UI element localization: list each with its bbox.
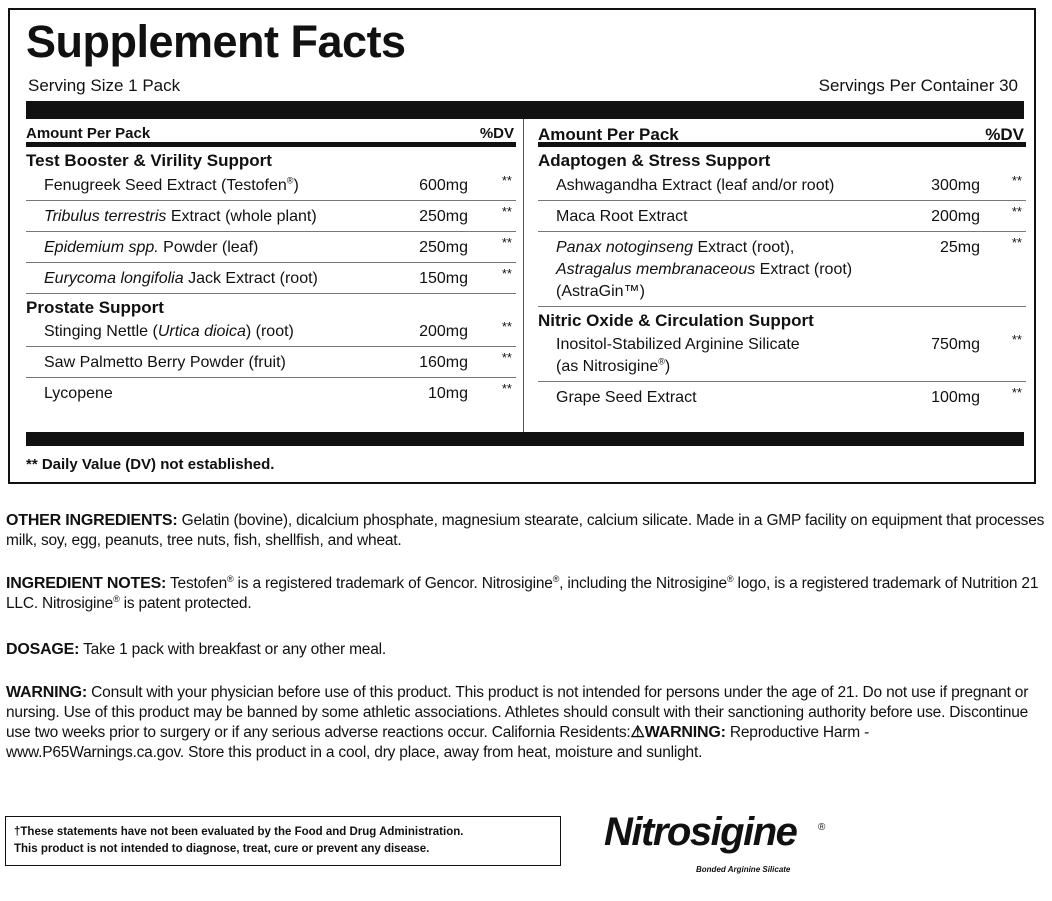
other-ingredients-text: Gelatin (bovine), dicalcium phosphate, magnesium stearate, calcium silicate. Made in a GMP facility on equipment that processes milk, soy, egg, peanuts, tree nuts, fish, shellfish, and wheat. bbox=[6, 512, 1045, 549]
ingredient-dv: ** bbox=[1011, 385, 1022, 400]
ingredient-amount: 100mg bbox=[931, 389, 980, 406]
left-column bbox=[26, 119, 516, 408]
ingredient-name: Maca Root Extract bbox=[556, 208, 688, 225]
group-title-test-booster: Test Booster & Virility Support bbox=[26, 151, 272, 170]
ingredient-dv: ** bbox=[501, 173, 512, 188]
disclaimer-line-2: This product is not intended to diagnose, treat, cure or prevent any disease. bbox=[14, 843, 430, 855]
ingredient-dv: ** bbox=[501, 350, 512, 365]
ingredient-name: Lycopene bbox=[44, 385, 113, 402]
ingredient-row-fenugreek bbox=[26, 170, 516, 201]
ingredient-dv: ** bbox=[501, 319, 512, 334]
ingredient-name: Eurycoma longifolia Jack Extract (root) bbox=[44, 270, 318, 287]
dv-footnote: ** Daily Value (DV) not established. bbox=[26, 456, 275, 473]
amount-per-pack-header: Amount Per Pack bbox=[538, 125, 679, 144]
dv-header: %DV bbox=[479, 125, 514, 142]
servings-per-container: Servings Per Container 30 bbox=[818, 76, 1018, 95]
right-column-header bbox=[538, 119, 1026, 147]
ingredient-amount: 150mg bbox=[419, 270, 468, 287]
disclaimer-line-1: †These statements have not been evaluated by the Food and Drug Administration. bbox=[14, 826, 464, 838]
group-title-adaptogen: Adaptogen & Stress Support bbox=[538, 151, 771, 170]
ingredient-amount: 250mg bbox=[419, 208, 468, 225]
ingredient-name: Stinging Nettle (Urtica dioica) (root) bbox=[44, 323, 294, 340]
ingredient-notes: INGREDIENT NOTES: Testofen® is a registered trademark of Gencor. Nitrosigine®, including the Nitrosigine® logo, is a registered trademark of Nutrition 21 LLC. Nitrosigine® is patent protected. bbox=[6, 573, 1039, 612]
dosage-text: Take 1 pack with breakfast or any other meal. bbox=[79, 641, 386, 658]
ingredient-row-inositol bbox=[538, 329, 1026, 382]
supplement-facts-panel bbox=[8, 8, 1036, 484]
ingredient-row-eurycoma bbox=[26, 263, 516, 293]
right-column bbox=[538, 119, 1026, 412]
ingredient-row-astragin bbox=[538, 232, 1026, 306]
dosage-label: DOSAGE: bbox=[6, 641, 80, 658]
left-column-header bbox=[26, 119, 516, 147]
warning-label: WARNING: bbox=[6, 684, 88, 701]
group-title-prostate: Prostate Support bbox=[26, 293, 516, 316]
other-ingredients bbox=[6, 511, 1046, 551]
other-ingredients-label: OTHER INGREDIENTS: bbox=[6, 512, 178, 529]
serving-size: Serving Size 1 Pack bbox=[28, 76, 181, 95]
ingredient-dv: ** bbox=[501, 266, 512, 281]
ingredient-row-tribulus bbox=[26, 201, 516, 232]
dv-header: %DV bbox=[985, 125, 1024, 144]
fda-disclaimer-box bbox=[5, 816, 561, 866]
bottom-divider-bar bbox=[26, 432, 1024, 446]
ingredient-amount: 250mg bbox=[419, 239, 468, 256]
warning: WARNING: Consult with your physician before use of this product. This product is not intended for persons under the age of 21. Do not use if pregnant or nursing. Use of this product may be banned by some athletic associations. Athletes should consult with their sanctioning authority before use. Discontinue use two weeks prior to surgery or if any serious adverse reactions occur. California Residents:⚠WARNING: Reproductive Harm - www.P65Warnings.ca.gov. Store this product in a cool, dry place, away from heat, moisture and sunlight. bbox=[6, 684, 1029, 761]
amount-per-pack-header: Amount Per Pack bbox=[26, 125, 151, 142]
ingredient-amount: 300mg bbox=[931, 177, 980, 194]
logo-tagline: Bonded Arginine Silicate bbox=[696, 865, 791, 874]
ingredient-dv: ** bbox=[501, 381, 512, 396]
ingredient-row-lycopene bbox=[26, 378, 516, 408]
facts-title: Supplement Facts bbox=[26, 16, 406, 67]
ingredient-dv: ** bbox=[1011, 204, 1022, 219]
ingredient-amount: 200mg bbox=[931, 208, 980, 225]
top-divider-bar bbox=[26, 101, 1024, 119]
ingredient-row-epimedium bbox=[26, 232, 516, 263]
ingredient-row-ashwagandha bbox=[538, 170, 1026, 201]
dosage bbox=[6, 640, 1046, 660]
group-title-nitric-oxide: Nitric Oxide & Circulation Support bbox=[538, 306, 1026, 329]
ingredient-amount: 200mg bbox=[419, 323, 468, 340]
ingredient-name: Inositol-Stabilized Arginine Silicate (as Nitrosigine®) bbox=[556, 336, 800, 375]
ingredient-name: Saw Palmetto Berry Powder (fruit) bbox=[44, 354, 286, 371]
prop65-warning-label: ⚠WARNING: bbox=[630, 724, 726, 741]
ingredient-dv: ** bbox=[501, 235, 512, 250]
nitrosigine-logo bbox=[604, 810, 834, 882]
ingredient-amount: 160mg bbox=[419, 354, 468, 371]
logo-wordmark: Nitrosigine bbox=[604, 810, 797, 854]
ingredient-name: Tribulus terrestris Extract (whole plant) bbox=[44, 208, 317, 225]
ingredient-dv: ** bbox=[501, 204, 512, 219]
ingredient-row-nettle bbox=[26, 316, 516, 347]
ingredient-notes-label: INGREDIENT NOTES: bbox=[6, 575, 167, 592]
ingredient-row-maca bbox=[538, 201, 1026, 232]
ingredient-name: Fenugreek Seed Extract (Testofen®) bbox=[44, 175, 299, 194]
ingredient-amount: 600mg bbox=[419, 177, 468, 194]
column-divider bbox=[523, 119, 524, 432]
ingredient-name: Grape Seed Extract bbox=[556, 389, 697, 406]
ingredient-dv: ** bbox=[1011, 332, 1022, 347]
ingredient-name: Ashwagandha Extract (leaf and/or root) bbox=[556, 177, 835, 194]
logo-registered-mark: ® bbox=[818, 822, 826, 833]
ingredient-dv: ** bbox=[1011, 173, 1022, 188]
ingredient-row-saw-palmetto bbox=[26, 347, 516, 378]
ingredient-amount: 750mg bbox=[931, 336, 980, 353]
ingredient-amount: 10mg bbox=[427, 385, 468, 402]
ingredient-dv: ** bbox=[1011, 235, 1022, 250]
ingredient-row-grape-seed bbox=[538, 382, 1026, 412]
ingredient-name: Panax notoginseng Extract (root), Astragalus membranaceous Extract (root) (AstraGin™) bbox=[556, 239, 853, 300]
ingredient-amount: 25mg bbox=[939, 239, 980, 256]
ingredient-name: Epidemium spp. Powder (leaf) bbox=[44, 239, 259, 256]
